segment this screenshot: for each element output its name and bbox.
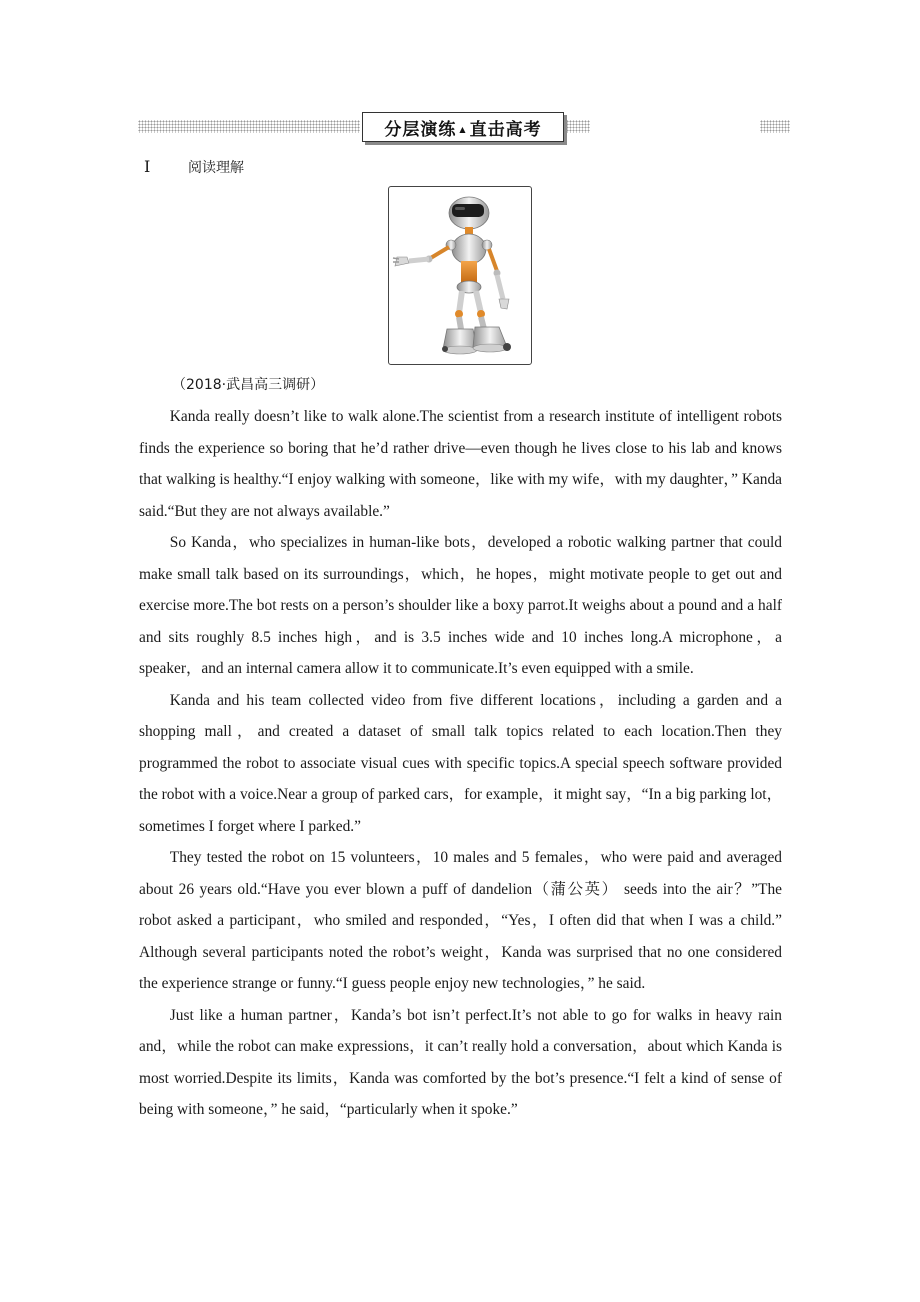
banner-title-box [362, 112, 564, 142]
banner-title-right: 直击高考 [469, 119, 542, 140]
paragraph: Just like a human partner，Kanda’s bot isn’t perfect.It’s not able to go for walks in heavy rain and，while the robot can make expressions，it can’t really hold a conversation，about which Kanda is most worried.Despite its limits，Kanda was comforted by the bot’s presence.“I felt a kind of sense of being with someone，” he said，“particularly when it spoke.” [139, 1006, 782, 1118]
banner-separator-icon: ▲ [459, 124, 467, 134]
banner-dots-right [760, 120, 790, 133]
banner-title-left: 分层演练 [384, 119, 457, 140]
section-number: Ⅰ [144, 159, 151, 176]
banner-dots-mid [566, 120, 590, 133]
paragraph: Kanda and his team collected video from five different locations，including a garden and a shopping mall，and created a dataset of small talk topics related to each location.Then they programmed the robot to associate visual cues with specific topics.A special speech software provided the robot with a voice.Near a group of parked cars，for example，it might say，“In a big parking lot， sometimes I forget where I parked.” [139, 691, 782, 835]
paragraph: So Kanda，who specializes in human-like bots，developed a robotic walking partner that could make small talk based on its surroundings，which，he hopes，might motivate people to get out and exercise more.The bot rests on a person’s shoulder like a boxy parrot.It weighs about a pound and a half and sits roughly 8.5 inches high，and is 3.5 inches wide and 10 inches long.A microphone，a speaker，and an internal camera allow it to communicate.It’s even equipped with a smile. [139, 534, 782, 677]
banner-dots-left [138, 120, 360, 133]
section-banner [138, 112, 790, 144]
passage [139, 401, 782, 1126]
paragraph: Kanda really doesn’t like to walk alone.The scientist from a research institute of intelligent robots finds the experience so boring that he’d rather drive—even though he lives close to his lab and knows that walking is healthy.“I enjoy walking with someone，like with my wife，with my daughter，” Kanda said.“But they are not always available.” [139, 408, 782, 520]
robot-illustration-icon [389, 187, 531, 364]
source-note: （2018·武昌高三调研） [172, 377, 325, 393]
section-title: 阅读理解 [188, 160, 244, 176]
paragraph: They tested the robot on 15 volunteers，10 males and 5 females，who were paid and averaged about 26 years old.“Have you ever blown a puff of dandelion（蒲公英） seeds into the air？”The robot asked a participant，who smiled and responded，“Yes，I often did that when I was a child.” Although several participants noted the robot’s weight，Kanda was surprised that no one considered the experience strange or funny.“I guess people enjoy new technologies，” he said. [139, 849, 782, 992]
robot-figure [388, 186, 532, 365]
section-heading [144, 157, 244, 177]
